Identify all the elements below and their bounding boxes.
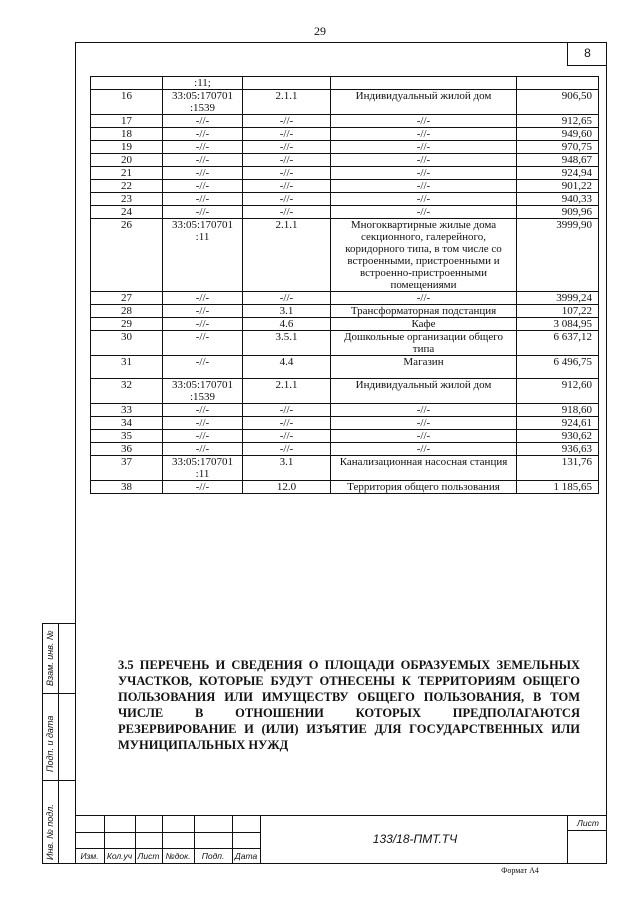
cell-use-type: Территория общего пользования bbox=[331, 481, 517, 494]
table-row bbox=[91, 356, 599, 379]
section-heading: 3.5 ПЕРЕЧЕНЬ И СВЕДЕНИЯ О ПЛОЩАДИ ОБРАЗУЕМЫХ ЗЕМЕЛЬНЫХ УЧАСТКОВ, КОТОРЫЕ БУДУТ ОТНЕСЕНЫ К ТЕРРИТОРИЯМ ОБЩЕГО ПОЛЬЗОВАНИЯ ИЛИ ИМУЩЕСТВУ ОБЩЕГО ПОЛЬЗОВАНИЯ, В ТОМ ЧИСЛЕ В ОТНОШЕНИИ КОТОРЫХ ПРЕДПОЛАГАЮТСЯ РЕЗЕРВИРОВАНИЕ И (ИЛИ) ИЗЪЯТИЕ ДЛЯ ГОСУДАРСТВЕННЫХ ИЛИ МУНИЦИПАЛЬНЫХ НУЖД bbox=[118, 658, 580, 752]
cell-number: 29 bbox=[91, 318, 163, 331]
cell-cadastral: -//- bbox=[163, 356, 243, 379]
table-row bbox=[91, 430, 599, 443]
cell-use-type: Индивидуальный жилой дом bbox=[331, 90, 517, 115]
stamp-label-kol: Кол.уч bbox=[106, 851, 133, 861]
cell-cadastral: -//- bbox=[163, 430, 243, 443]
cell-use-type: -//- bbox=[331, 206, 517, 219]
cell-area: 131,76 bbox=[517, 456, 599, 481]
side-label-inv-orig: Инв. № подл. bbox=[45, 804, 55, 860]
cell-use-code: -//- bbox=[243, 206, 331, 219]
stamp-label-podp: Подп. bbox=[201, 851, 225, 861]
cell-use-type: Канализационная насосная станция bbox=[331, 456, 517, 481]
cell-area: 936,63 bbox=[517, 443, 599, 456]
cell-area: 901,22 bbox=[517, 180, 599, 193]
cell-use-code: 4.4 bbox=[243, 356, 331, 379]
cell-cadastral: 33:05:170701 :11 bbox=[163, 219, 243, 292]
cell-area: 3 084,95 bbox=[517, 318, 599, 331]
cell-area: 6 637,12 bbox=[517, 331, 599, 356]
stamp-label-list: Лист bbox=[137, 851, 160, 861]
table-row bbox=[91, 379, 599, 404]
cell-use-code: 3.1 bbox=[243, 456, 331, 481]
table-row bbox=[91, 90, 599, 115]
cell-use-type: -//- bbox=[331, 167, 517, 180]
table-row bbox=[91, 167, 599, 180]
cell-cadastral: -//- bbox=[163, 167, 243, 180]
cell-area: 948,67 bbox=[517, 154, 599, 167]
cell-number: 26 bbox=[91, 219, 163, 292]
cell-number: 34 bbox=[91, 417, 163, 430]
cell-cadastral: -//- bbox=[163, 318, 243, 331]
table-row bbox=[91, 443, 599, 456]
cell-use-type: -//- bbox=[331, 128, 517, 141]
cell-use-code: 3.5.1 bbox=[243, 331, 331, 356]
table-row bbox=[91, 141, 599, 154]
cell-number: 20 bbox=[91, 154, 163, 167]
cell-number: 27 bbox=[91, 292, 163, 305]
cell-use-type: -//- bbox=[331, 292, 517, 305]
cell-number: 36 bbox=[91, 443, 163, 456]
table-row bbox=[91, 154, 599, 167]
stamp-top-line bbox=[75, 815, 607, 816]
cell-area: 1 185,65 bbox=[517, 481, 599, 494]
cell-use-code: -//- bbox=[243, 443, 331, 456]
cell-number: 30 bbox=[91, 331, 163, 356]
cell-area: 918,60 bbox=[517, 404, 599, 417]
cell-use-code: -//- bbox=[243, 292, 331, 305]
cell-use-type: Трансформаторная подстанция bbox=[331, 305, 517, 318]
cell-use-code: -//- bbox=[243, 141, 331, 154]
table-row bbox=[91, 292, 599, 305]
cell-number: 28 bbox=[91, 305, 163, 318]
cell-number: 33 bbox=[91, 404, 163, 417]
side-label-sign-date: Подп. и дата bbox=[45, 715, 55, 772]
approval-strip-divider bbox=[58, 623, 59, 864]
cell-use-type: Индивидуальный жилой дом bbox=[331, 379, 517, 404]
stamp-label-ndok: №док. bbox=[165, 851, 191, 861]
cell-number: 32 bbox=[91, 379, 163, 404]
cell-number: 16 bbox=[91, 90, 163, 115]
cell-cadastral: -//- bbox=[163, 154, 243, 167]
cell-use-code: -//- bbox=[243, 167, 331, 180]
cell-cadastral: -//- bbox=[163, 180, 243, 193]
cell-use-code: 3.1 bbox=[243, 305, 331, 318]
table-row bbox=[91, 417, 599, 430]
cell-use-type: -//- bbox=[331, 141, 517, 154]
approval-strip-separator bbox=[42, 693, 75, 694]
cell-area: 930,62 bbox=[517, 430, 599, 443]
cell-cadastral: -//- bbox=[163, 115, 243, 128]
cell-area: 107,22 bbox=[517, 305, 599, 318]
cell-number: 21 bbox=[91, 167, 163, 180]
approval-strip-separator bbox=[42, 780, 75, 781]
table-row bbox=[91, 180, 599, 193]
cell-number: 22 bbox=[91, 180, 163, 193]
table-row bbox=[91, 331, 599, 356]
cell-use-code: 2.1.1 bbox=[243, 379, 331, 404]
cell-cadastral: -//- bbox=[163, 193, 243, 206]
cell-use-code: 12.0 bbox=[243, 481, 331, 494]
stamp-label-data: Дата bbox=[234, 851, 258, 861]
cell-cadastral: -//- bbox=[163, 141, 243, 154]
table-row bbox=[91, 77, 599, 90]
cell-use-type: -//- bbox=[331, 193, 517, 206]
cell-cadastral: :11; bbox=[163, 77, 243, 90]
cell-use-code: -//- bbox=[243, 154, 331, 167]
table-row bbox=[91, 206, 599, 219]
cell-cadastral: 33:05:170701 :11 bbox=[163, 456, 243, 481]
cell-cadastral: -//- bbox=[163, 404, 243, 417]
cell-cadastral: -//- bbox=[163, 305, 243, 318]
cell-use-type: -//- bbox=[331, 430, 517, 443]
cell-number: 24 bbox=[91, 206, 163, 219]
cell-area: 970,75 bbox=[517, 141, 599, 154]
cell-use-code: -//- bbox=[243, 128, 331, 141]
cell-use-type: Магазин bbox=[331, 356, 517, 379]
cell-number: 35 bbox=[91, 430, 163, 443]
stamp-sheet-line bbox=[567, 830, 607, 831]
cell-cadastral: -//- bbox=[163, 292, 243, 305]
cell-cadastral: -//- bbox=[163, 331, 243, 356]
table-row bbox=[91, 128, 599, 141]
cell-use-code: 4.6 bbox=[243, 318, 331, 331]
cell-area: 906,50 bbox=[517, 90, 599, 115]
cell-use-type: Кафе bbox=[331, 318, 517, 331]
cell-cadastral: -//- bbox=[163, 128, 243, 141]
cell-cadastral: 33:05:170701 :1539 bbox=[163, 379, 243, 404]
cell-cadastral: -//- bbox=[163, 206, 243, 219]
side-label-inv-dubl: Взам. инв. № bbox=[45, 630, 55, 686]
cell-use-type: Дошкольные организации общего типа bbox=[331, 331, 517, 356]
cell-cadastral: -//- bbox=[163, 417, 243, 430]
cell-use-code: -//- bbox=[243, 404, 331, 417]
table-row bbox=[91, 481, 599, 494]
cell-use-code: -//- bbox=[243, 193, 331, 206]
cell-use-code: -//- bbox=[243, 180, 331, 193]
cell-use-type bbox=[331, 77, 517, 90]
cell-number: 19 bbox=[91, 141, 163, 154]
cell-use-type: -//- bbox=[331, 154, 517, 167]
cell-number: 37 bbox=[91, 456, 163, 481]
cell-area: 3999,90 bbox=[517, 219, 599, 292]
cell-use-type: Многоквартирные жилые дома секционного, галерейного, коридорного типа, в том числе со встроенными, пристроенными и встроенно-пристроенными помещениями bbox=[331, 219, 517, 292]
cell-area: 949,60 bbox=[517, 128, 599, 141]
cell-area bbox=[517, 77, 599, 90]
cell-use-type: -//- bbox=[331, 443, 517, 456]
cell-use-code: -//- bbox=[243, 115, 331, 128]
cell-use-code: 2.1.1 bbox=[243, 90, 331, 115]
table-row bbox=[91, 456, 599, 481]
table-row bbox=[91, 115, 599, 128]
cell-number: 17 bbox=[91, 115, 163, 128]
cell-use-type: -//- bbox=[331, 417, 517, 430]
cell-use-type: -//- bbox=[331, 115, 517, 128]
cell-use-code: -//- bbox=[243, 430, 331, 443]
cell-number: 23 bbox=[91, 193, 163, 206]
cell-number: 18 bbox=[91, 128, 163, 141]
cell-area: 940,33 bbox=[517, 193, 599, 206]
cell-number bbox=[91, 77, 163, 90]
table-row bbox=[91, 193, 599, 206]
cell-area: 924,61 bbox=[517, 417, 599, 430]
cell-area: 912,65 bbox=[517, 115, 599, 128]
cell-use-code: 2.1.1 bbox=[243, 219, 331, 292]
sheet-number: 8 bbox=[567, 42, 607, 66]
stamp-label-izm: Изм. bbox=[80, 851, 99, 861]
cell-cadastral: 33:05:170701 :1539 bbox=[163, 90, 243, 115]
table-row bbox=[91, 318, 599, 331]
cell-area: 6 496,75 bbox=[517, 356, 599, 379]
document-code: 133/18-ПМТ.ТЧ bbox=[372, 832, 458, 846]
cell-area: 924,94 bbox=[517, 167, 599, 180]
cell-cadastral: -//- bbox=[163, 481, 243, 494]
cell-use-type: -//- bbox=[331, 404, 517, 417]
cell-area: 3999,24 bbox=[517, 292, 599, 305]
table-row bbox=[91, 305, 599, 318]
cell-cadastral: -//- bbox=[163, 443, 243, 456]
cell-area: 909,96 bbox=[517, 206, 599, 219]
cell-area: 912,60 bbox=[517, 379, 599, 404]
table-row bbox=[91, 404, 599, 417]
cell-use-code: -//- bbox=[243, 417, 331, 430]
land-plots-table bbox=[90, 76, 599, 494]
table-row bbox=[91, 219, 599, 292]
format-label: Формат А4 bbox=[501, 866, 539, 875]
cell-number: 31 bbox=[91, 356, 163, 379]
cell-number: 38 bbox=[91, 481, 163, 494]
cell-use-type: -//- bbox=[331, 180, 517, 193]
cell-use-code bbox=[243, 77, 331, 90]
stamp-sheet-label: Лист bbox=[577, 818, 599, 828]
page-number: 29 bbox=[314, 24, 326, 38]
